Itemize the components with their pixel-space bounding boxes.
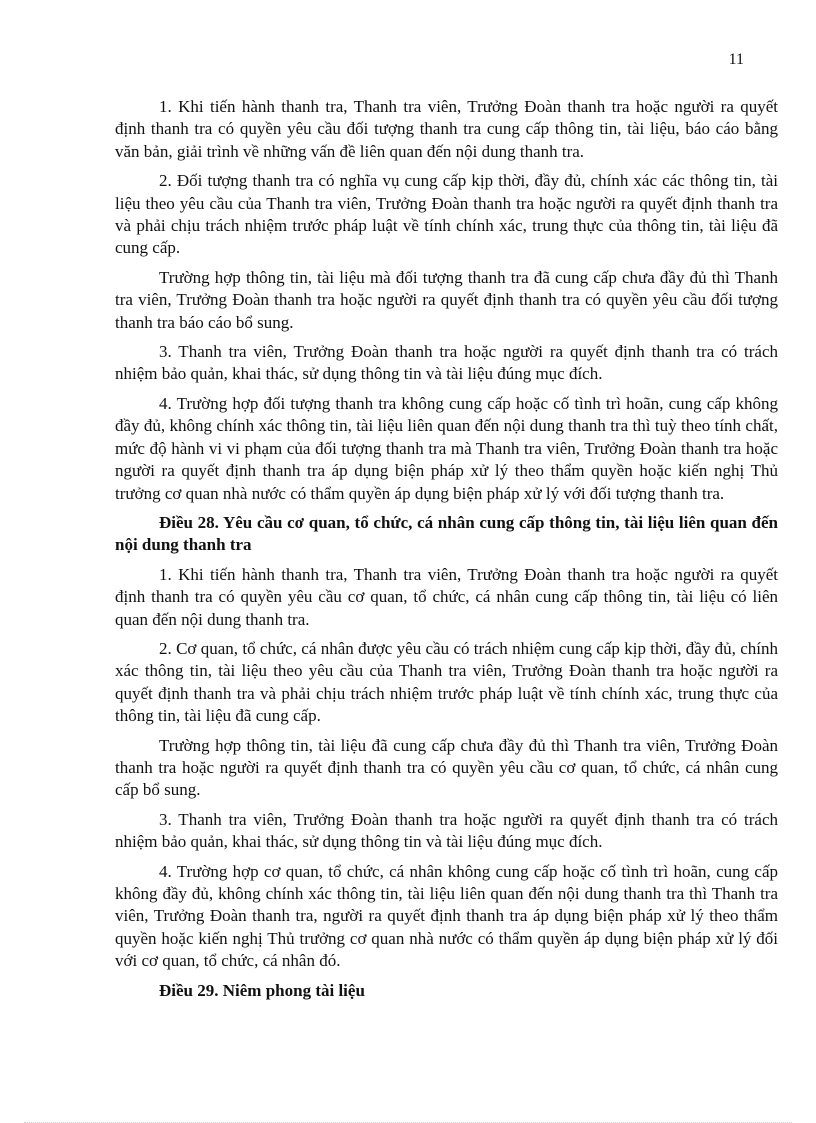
paragraph: Trường hợp thông tin, tài liệu mà đối tượng thanh tra đã cung cấp chưa đầy đủ thì Thanh tra viên, Trưởng Đoàn thanh tra hoặc người ra quyết định thanh tra có quyền yêu cầu đối tượng thanh tra báo cáo bổ sung. [115, 267, 778, 332]
paragraph: 2. Cơ quan, tổ chức, cá nhân được yêu cầu có trách nhiệm cung cấp kịp thời, đầy đủ, chính xác thông tin, tài liệu theo yêu cầu của Thanh tra viên, Trưởng Đoàn thanh tra hoặc người ra quyết định thanh tra và phải chịu trách nhiệm trước pháp luật về tính chính xác, trung thực của thông tin, tài liệu đã cung cấp. [115, 638, 778, 726]
paragraph: 1. Khi tiến hành thanh tra, Thanh tra viên, Trưởng Đoàn thanh tra hoặc người ra quyết định thanh tra có quyền yêu cầu cơ quan, tổ chức, cá nhân cung cấp thông tin, tài liệu có liên quan đến nội dung thanh tra. [115, 564, 778, 629]
document-body [115, 96, 778, 1009]
paragraph: Trường hợp thông tin, tài liệu đã cung cấp chưa đầy đủ thì Thanh tra viên, Trưởng Đoàn thanh tra hoặc người ra quyết định thanh tra có quyền yêu cầu cơ quan, tổ chức, cá nhân cung cấp bổ sung. [115, 735, 778, 800]
article-heading: Điều 29. Niêm phong tài liệu [159, 980, 365, 1000]
paragraph: 1. Khi tiến hành thanh tra, Thanh tra viên, Trưởng Đoàn thanh tra hoặc người ra quyết định thanh tra có quyền yêu cầu đối tượng thanh tra cung cấp thông tin, tài liệu, báo cáo bằng văn bản, giải trình về những vấn đề liên quan đến nội dung thanh tra. [115, 97, 778, 161]
paragraph: 4. Trường hợp cơ quan, tổ chức, cá nhân không cung cấp hoặc cố tình trì hoãn, cung cấp không đầy đủ, không chính xác thông tin, tài liệu liên quan đến nội dung thanh tra thì Thanh tra viên, Trưởng Đoàn thanh tra, người ra quyết định thanh tra áp dụng biện pháp xử lý theo thẩm quyền hoặc kiến nghị Thủ trưởng cơ quan nhà nước có thẩm quyền áp dụng biện pháp xử lý đối với cơ quan, tổ chức, cá nhân đó. [115, 861, 778, 971]
paragraph: 3. Thanh tra viên, Trưởng Đoàn thanh tra hoặc người ra quyết định thanh tra có trách nhiệm bảo quản, khai thác, sử dụng thông tin và tài liệu đúng mục đích. [115, 809, 778, 852]
article-heading: Điều 28. Yêu cầu cơ quan, tổ chức, cá nhân cung cấp thông tin, tài liệu liên quan đến nội dung thanh tra [115, 512, 778, 555]
paragraph: 3. Thanh tra viên, Trưởng Đoàn thanh tra hoặc người ra quyết định thanh tra có trách nhiệm bảo quản, khai thác, sử dụng thông tin và tài liệu đúng mục đích. [115, 342, 778, 384]
paragraph: 2. Đối tượng thanh tra có nghĩa vụ cung cấp kịp thời, đầy đủ, chính xác các thông tin, tài liệu theo yêu cầu của Thanh tra viên, Trưởng Đoàn thanh tra hoặc người ra quyết định thanh tra và phải chịu trách nhiệm trước pháp luật về tính chính xác, trung thực của thông tin, tài liệu đã cung cấp. [115, 171, 778, 258]
page-number: 11 [728, 51, 744, 68]
paragraph: 4. Trường hợp đối tượng thanh tra không cung cấp hoặc cố tình trì hoãn, cung cấp không đầy đủ, không chính xác thông tin, tài liệu liên quan đến nội dung thanh tra thì tuỳ theo tính chất, mức độ hành vi vi phạm của đối tượng thanh tra mà Thanh tra viên, Trưởng Đoàn thanh tra hoặc người ra quyết định thanh tra áp dụng biện pháp xử lý theo thẩm quyền hoặc kiến nghị Thủ trưởng cơ quan nhà nước có thẩm quyền áp dụng biện pháp xử lý với đối tượng thanh tra. [115, 393, 778, 503]
